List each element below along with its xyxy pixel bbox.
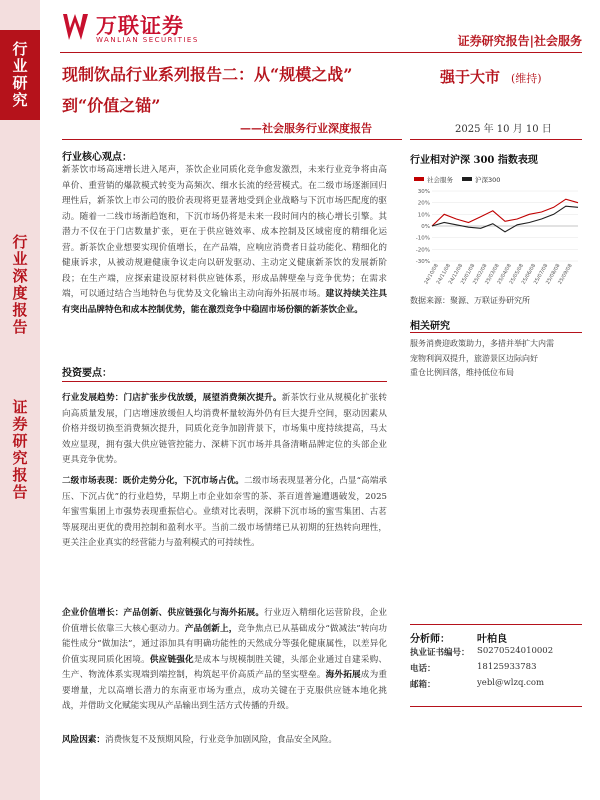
logo-english: WANLIAN SECURITIES: [96, 36, 199, 44]
x-tick-label: 25/06/08: [520, 263, 538, 286]
point-heading: 二级市场表现：既价走势分化，下沉市场占优。: [62, 476, 244, 486]
chart-title: 行业相对沪深 300 指数表现: [410, 155, 538, 166]
point-industry-trend: [62, 391, 387, 469]
analyst-name: 叶柏良: [477, 634, 507, 645]
report-category: 证券研究报告|社会服务: [457, 34, 582, 48]
side-char: 业: [12, 57, 28, 75]
related-item[interactable]: 宠物利润双提升，旅游景区边际向好: [410, 353, 538, 363]
related-research-list: [410, 337, 582, 381]
side-char: 深: [12, 267, 28, 285]
side-label-industry-depth: [0, 205, 40, 365]
point-body: 成为重要增量，尤以高增长潜力的东南亚市场为重点，成功关键在于克服供应链本地化挑战，并借助文化赋能实现从产品输出到生活方式传播的升级。: [62, 670, 387, 711]
side-char: 告: [12, 483, 28, 501]
email-label: 邮箱：: [410, 680, 436, 690]
header-divider: [60, 52, 582, 53]
rating-note: (维持): [511, 72, 542, 85]
analyst-bottom-divider: [410, 706, 582, 707]
y-tick-label: 10%: [417, 212, 430, 219]
analyst-name-row: [410, 630, 582, 645]
x-tick-label: 25/05/08: [508, 263, 525, 286]
analyst-email-row: [410, 678, 582, 690]
x-tick-label: 24/10/08: [423, 263, 440, 286]
core-view-body: 新茶饮市场高速增长进入尾声，茶饮企业同质化竞争愈发激烈，未来行业竞争将由高单价、重营销的爆款模式转变为高频次、细水长流的经营模式。在二级市场逐渐回归理性后，新茶饮上市公司的股价表现将更显著地受到企业战略与下沉市场匹配度的驱动。随着一二线市场渐趋饱和，下沉市场仍将是未来一段时间内的核心增长引擎。其潜力不仅在于门店数量扩张，更在于供应链效率、成本控制及区域密度的精细化运营。新茶饮企业想要实现价值增长，在产品端，应响应消费者日益功能化、精细化的健康诉求，从被动规避健康争议走向以研发驱动、主动定义健康新茶饮的发展新阶段；在生产端，应探索建设原材料供应链体系，形成品牌壁垒与竞争优势；在需求端，可以通过结合当地特色与优势及文化输出主动向海外拓展市场。: [62, 165, 387, 299]
phone-label: 电话：: [410, 664, 436, 674]
x-tick-label: 24/11/08: [435, 263, 452, 286]
y-tick-label: -20%: [415, 247, 430, 254]
side-char: 券: [12, 415, 28, 433]
x-tick-label: 24/12/08: [447, 263, 465, 286]
email-value[interactable]: yebl@wlzq.com: [477, 678, 545, 688]
x-tick-label: 25/09/08: [557, 263, 574, 286]
report-title-line2: 到“价值之锚”: [62, 96, 161, 115]
point-heading: 企业价值增长：产品创新、供应链强化与海外拓展。: [62, 608, 265, 618]
title-divider: [62, 139, 402, 140]
x-tick-label: 25/08/08: [545, 263, 562, 286]
point-heading: 行业发展趋势：门店扩张步伐放缓，展望消费频次提升。: [62, 393, 282, 403]
point-value-growth: [62, 606, 387, 715]
point-body: 行业迈入精细化运营阶段，企业价值增长依靠三大核心驱动力。: [62, 608, 387, 634]
y-tick-label: -10%: [415, 235, 430, 242]
investment-heading: 投资要点：: [62, 368, 112, 379]
chart-source: 数据来源：聚源、万联证券研究所: [410, 296, 530, 305]
rating-divider: [410, 139, 582, 140]
related-item[interactable]: 服务消费迎政策助力，多措并举扩大内需: [410, 339, 554, 348]
report-title-line1: 现制饮品行业系列报告二：从“规模之战”: [62, 65, 353, 84]
y-tick-label: 30%: [417, 189, 430, 195]
x-tick-label: 25/01/08: [459, 263, 477, 286]
analyst-license-row: [410, 646, 582, 658]
point-subheading: 海外拓展: [325, 670, 361, 680]
legend-swatch: [414, 177, 424, 181]
legend-label: 社会服务: [427, 176, 453, 184]
side-char: 究: [12, 91, 28, 109]
side-ribbon: [0, 0, 40, 800]
side-char: 究: [12, 449, 28, 467]
core-view-heading: 行业核心观点：: [62, 152, 132, 163]
point-heading: 风险因素：: [62, 735, 105, 745]
rating: 强于大市: [440, 68, 501, 86]
legend-swatch: [462, 177, 472, 181]
side-char: 行: [12, 233, 28, 251]
analyst-phone-row: [410, 662, 582, 674]
related-divider: [410, 332, 582, 333]
side-char: 告: [12, 318, 28, 336]
point-body: 二级市场表现显著分化，凸显“高端承压、下沉占优”的行业趋势，早期上市企业如奈雪的茶、茶百道普遍遭遇破发，2025 年蜜雪集团上市强势表现重振信心。业绩对比表明，深耕下沉市场的蜜雪集团、古茗等展现出更优的费用控制和盈利水平。当前二级市场情绪已从初期的狂热转向理性，更关注企业真实的经营能力与盈利模式的可持续性。: [62, 476, 387, 548]
side-char: 度: [12, 284, 28, 302]
analyst-divider: [410, 624, 582, 625]
x-tick-label: 25/07/08: [532, 263, 550, 286]
side-char: 报: [12, 301, 28, 319]
side-label-industry-research: [0, 30, 40, 120]
point-body: 竞争焦点已从基础成分“做减法”转向功能性成分“做加法”，通过添加具有明确功能性的天然成分等强化健康属性，以差异化价值实现同质化困境。: [62, 623, 387, 665]
point-secondary-market: [62, 474, 387, 552]
relative-performance-chart: [410, 173, 582, 293]
logo-name: 万联证券: [96, 14, 184, 38]
related-research-heading: 相关研究: [410, 321, 450, 332]
side-char: 研: [12, 432, 28, 450]
y-tick-label: 0%: [421, 224, 430, 230]
side-char: 证: [12, 398, 28, 416]
side-char: 行: [12, 40, 28, 58]
license-label: 执业证书编号：: [410, 648, 470, 658]
side-char: 研: [12, 74, 28, 92]
report-subtitle: ——社会服务行业深度报告: [240, 122, 372, 135]
point-subheading: 供应链强化: [149, 654, 194, 665]
point-body: 是成本与规模制胜关键，头部企业通过自建采购、生产、物流体系实现端到端控制，构筑起平价高质产品的坚实壁垒。: [62, 654, 387, 680]
y-tick-label: 20%: [417, 200, 430, 207]
point-subheading: 产品创新上，: [184, 623, 238, 634]
side-label-securities-research: [0, 395, 40, 505]
y-tick-label: -30%: [415, 259, 430, 265]
x-tick-label: 25/03/08: [484, 263, 501, 286]
core-view-recommendation: 建议持续关注具有突出品牌特色和成本控制优势，能在激烈竞争中稳固市场份额的新茶饮企业。: [62, 289, 387, 315]
point-body: 新茶饮行业从规模化扩张转向高质量发展，门店增速放缓但人均消费杯量较海外仍有巨大提升空间，驱动因素从价格并级切换至消费频次提升，同质化竞争加剧背景下，市场集中度持续提高，马太效应显现，拥有强大供应链管控能力、深耕下沉市场并具备清晰品牌定位的头部企业更具竞争优势。: [62, 393, 387, 465]
report-date: 2025 年 10 月 10 日: [455, 124, 552, 135]
series-line: [432, 206, 578, 232]
investment-divider: [62, 381, 387, 382]
point-risk: [62, 733, 387, 749]
analyst-label: 分析师：: [410, 634, 450, 645]
x-tick-label: 25/02/08: [472, 263, 489, 286]
legend-label: 沪深300: [475, 176, 501, 184]
x-tick-label: 25/04/08: [496, 263, 513, 286]
core-view-text: [62, 163, 387, 318]
related-item[interactable]: 重仓比例回落，维持低位布局: [410, 368, 514, 377]
side-char: 报: [12, 466, 28, 484]
point-body: 消费恢复不及预期风险，行业竞争加剧风险，食品安全风险。: [104, 735, 338, 745]
side-char: 业: [12, 250, 28, 268]
license-value: S0270524010002: [477, 646, 554, 656]
phone-value: 18125933783: [477, 662, 537, 672]
